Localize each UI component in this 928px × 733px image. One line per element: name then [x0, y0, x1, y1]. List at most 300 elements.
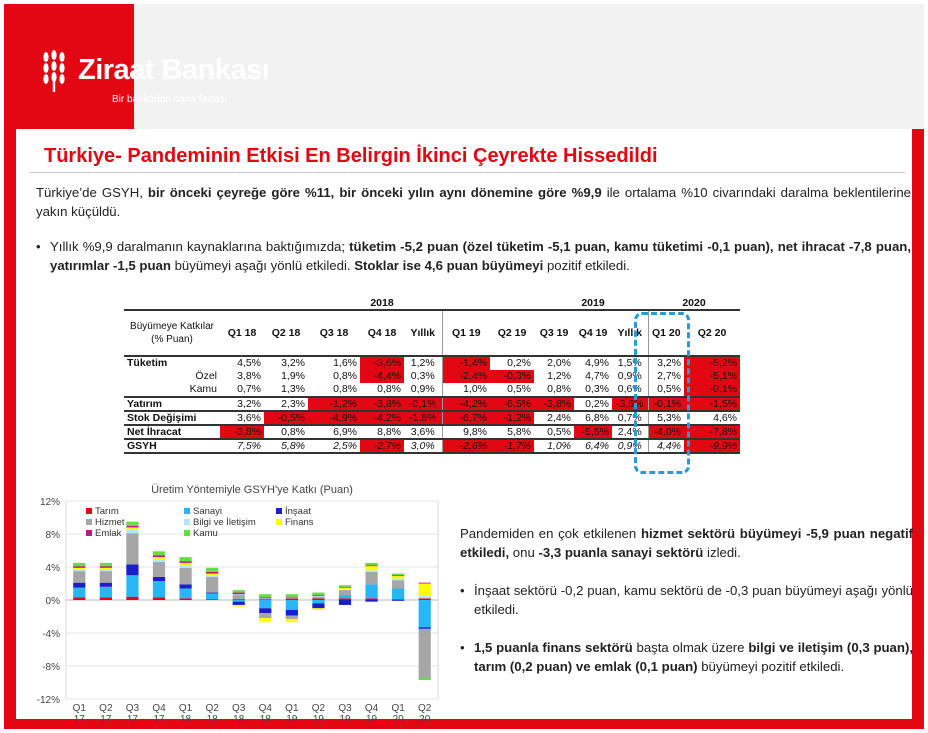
bar-segment: [419, 583, 431, 584]
bar-segment: [339, 598, 351, 600]
table-cell: 3,6%: [404, 425, 442, 439]
bar-segment: [365, 563, 377, 565]
table-cell: -5,5%: [574, 425, 612, 439]
bar-segment: [286, 594, 298, 596]
bar-segment: [419, 596, 431, 598]
bar-segment: [206, 593, 218, 599]
table-row-label: Yatırım: [124, 397, 220, 411]
table-cell: 0,8%: [547, 383, 571, 396]
table-cell: 3,2%: [220, 397, 264, 411]
bar-segment: [126, 522, 138, 526]
x-tick-label-quarter: Q2: [418, 703, 432, 714]
bar-segment: [100, 587, 112, 598]
table-cell: -2,6%: [442, 439, 490, 453]
bar-segment: [153, 551, 165, 555]
bar-segment: [365, 565, 377, 566]
bar-segment: [392, 576, 404, 578]
table-cell: 8,8%: [360, 425, 404, 439]
bar-segment: [365, 600, 377, 602]
table-cell: 3,2%: [648, 356, 684, 370]
table-cell: 7,5%: [220, 439, 264, 453]
bar-segment: [419, 627, 431, 629]
table-cell: -1,7%: [490, 439, 534, 453]
table-row-label: Stok Değişimi: [124, 411, 220, 425]
brand-tagline: Bir bankadan daha fazlası: [112, 94, 228, 105]
bar-segment: [126, 527, 138, 529]
table-cell: -1,2%: [308, 397, 360, 411]
bar-segment: [286, 610, 298, 616]
bar-segment: [126, 565, 138, 576]
x-tick-label-year: 19: [312, 714, 324, 725]
bar-segment: [100, 568, 112, 570]
bar-segment: [419, 629, 431, 678]
bar-segment: [100, 571, 112, 583]
bar-segment: [73, 583, 85, 588]
x-tick-label-year: 18: [206, 714, 218, 725]
bar-segment: [206, 568, 218, 572]
table-cell: -0,5%: [264, 411, 308, 425]
table-cell: 0,8%: [333, 383, 357, 396]
y-tick-label: 12%: [39, 497, 60, 508]
table-cell: 0,6%: [617, 383, 642, 396]
right-text-2: onu: [509, 545, 539, 560]
brand-name: Ziraat Bankası: [78, 54, 270, 86]
bar-segment: [153, 598, 165, 600]
bar-segment: [153, 581, 165, 598]
bar-segment: [259, 608, 271, 613]
right-bullet-2-bold-2: bilgi ve iletişim (0,3 puan), tarım (0,2 puan) ve emlak (0,1 puan): [474, 640, 914, 674]
bar-segment: [312, 598, 324, 600]
slide-frame: [4, 4, 924, 729]
bar-segment: [259, 599, 271, 600]
table-cell: 3,8%: [237, 370, 261, 383]
bar-segment: [206, 577, 218, 593]
table-cell: 4,5%: [220, 356, 264, 370]
legend-label: Bilgi ve İletişim: [193, 517, 256, 528]
table-cell: 0,8%: [333, 370, 357, 383]
table-cell: -0,1%: [684, 383, 740, 397]
table-cell: 0,5%: [507, 383, 531, 396]
table-row-label: Kamu: [189, 383, 217, 396]
summary-text-1: Yıllık %9,9 daralmanın kaynaklarına baktığımızda;: [50, 239, 350, 254]
y-tick-label: -8%: [42, 662, 60, 673]
table-row-label: GSYH: [124, 439, 220, 453]
bar-segment: [392, 579, 404, 581]
wheat-logo-icon: [40, 50, 70, 92]
bar-segment: [179, 561, 191, 563]
bar-segment: [259, 600, 271, 608]
legend-swatch: [184, 530, 190, 536]
table-cell: -9,9%: [684, 439, 740, 453]
x-tick-label-quarter: Q1: [391, 703, 405, 714]
chart-title: Üretim Yöntemiyle GSYH'ye Katkı (Puan): [151, 484, 353, 496]
y-tick-label: 8%: [45, 530, 60, 541]
table-cell: 0,7%: [612, 411, 648, 425]
bar-segment: [233, 594, 245, 595]
bar-segment: [312, 597, 324, 599]
table-cell: 1,5%: [612, 356, 648, 370]
table-column-header: Q1 20: [648, 310, 684, 356]
right-bullet-2-text-1: başta olmak üzere: [632, 640, 749, 655]
table-cell: 4,7%: [585, 370, 609, 383]
bar-segment: [179, 584, 191, 588]
table-cell: 1,9%: [281, 370, 305, 383]
table-cell: 0,2%: [574, 397, 612, 411]
bar-segment: [392, 580, 404, 588]
bar-segment: [179, 563, 191, 565]
right-bullet-1-text: İnşaat sektörü -0,2 puan, kamu sektörü de -0,3 puan büyümeyi aşağı yönlü etkiledi.: [474, 583, 913, 617]
bar-segment: [126, 597, 138, 600]
right-text-3: izledi.: [703, 545, 741, 560]
bar-segment: [179, 557, 191, 561]
x-tick-label-quarter: Q3: [125, 703, 140, 714]
bar-segment: [179, 588, 191, 598]
table-cell: -3,8%: [220, 425, 264, 439]
bar-segment: [206, 575, 218, 577]
table-row-label: Tüketim: [124, 356, 220, 370]
legend-swatch: [184, 508, 190, 514]
table-cell: -0,3%: [490, 370, 534, 384]
bullet-dot-icon: •: [460, 640, 465, 655]
bar-segment: [312, 595, 324, 596]
bar-segment: [339, 595, 351, 598]
table-cell: 0,7%: [237, 383, 261, 396]
table-cell: -1,5%: [684, 397, 740, 411]
x-tick-label-year: 20: [419, 714, 431, 725]
table-column-header: Q3 18: [308, 310, 360, 356]
legend-label: Hizmet: [95, 517, 125, 528]
bar-segment: [419, 598, 431, 600]
right-bullet-2: [460, 638, 913, 676]
bar-segment: [365, 598, 377, 600]
table-cell: -3,6%: [612, 397, 648, 411]
content-panel: [16, 129, 914, 725]
table-row-label: Net İhracat: [124, 425, 220, 439]
right-bold-1: hizmet sektörü büyümeyi -5,9 puan negatif etkiledi,: [460, 526, 914, 560]
x-tick-label-quarter: Q4: [152, 703, 166, 714]
table-cell: -5,1%: [684, 370, 740, 384]
bar-segment: [365, 584, 377, 598]
x-tick-label-quarter: Q4: [364, 703, 379, 714]
bar-segment: [179, 565, 191, 567]
table-cell: 1,6%: [308, 356, 360, 370]
table-cell: -6,7%: [442, 411, 490, 425]
table-cell: 5,8%: [264, 439, 308, 453]
table-cell: -1,8%: [404, 411, 442, 425]
table-column-header: Q3 19: [534, 310, 574, 356]
legend-label: İnşaat: [285, 506, 311, 517]
right-paragraph: [460, 524, 913, 562]
bar-segment: [73, 571, 85, 583]
table-column-header: Q1 19: [442, 310, 490, 356]
summary-bold-2: Stoklar ise 4,6 puan büyümeyi: [354, 258, 544, 273]
x-tick-label-quarter: Q3: [232, 703, 246, 714]
bar-segment: [233, 602, 245, 605]
table-cell: 2,5%: [308, 439, 360, 453]
bar-segment: [365, 570, 377, 572]
bar-segment: [100, 569, 112, 571]
table-cell: 1,0%: [534, 439, 574, 453]
table-cell: -1,4%: [442, 356, 490, 370]
year-2020: 2020: [682, 296, 706, 309]
x-tick-label-year: 19: [339, 714, 351, 725]
table-cell: 4,4%: [648, 439, 684, 453]
x-tick-label-quarter: Q2: [205, 703, 219, 714]
table-cell: 2,4%: [534, 411, 574, 425]
intro-text-end: ile ortalama %10 civarındaki daralma beklentilerine yakın küçüldü.: [36, 185, 912, 219]
year-2018: 2018: [370, 296, 394, 309]
bar-segment: [126, 530, 138, 533]
table-cell: -4,2%: [360, 411, 404, 425]
bar-segment: [392, 588, 404, 599]
bar-segment: [126, 533, 138, 564]
legend-swatch: [184, 519, 190, 525]
bar-segment: [259, 613, 271, 618]
bar-segment: [153, 562, 165, 577]
legend-label: Finans: [285, 517, 314, 528]
title-divider: [30, 172, 905, 173]
bar-segment: [153, 555, 165, 557]
bar-segment: [153, 560, 165, 562]
table-cell: -7,8%: [684, 425, 740, 439]
bar-segment: [73, 588, 85, 598]
bar-segment: [419, 678, 431, 680]
bar-segment: [259, 598, 271, 599]
x-tick-label-quarter: Q1: [285, 703, 299, 714]
right-text-1: Pandemiden en çok etkilenen: [460, 526, 641, 541]
right-bullet-1: [460, 581, 913, 619]
bar-segment: [233, 595, 245, 599]
table-cell: 4,6%: [684, 411, 740, 425]
legend-label: Kamu: [193, 528, 218, 539]
bar-segment: [312, 600, 324, 603]
bar-segment: [365, 566, 377, 570]
x-tick-label-year: 18: [180, 714, 192, 725]
legend-swatch: [86, 530, 92, 536]
table-cell: 5,3%: [648, 411, 684, 425]
x-tick-label-quarter: Q1: [72, 703, 86, 714]
table-cell: 2,7%: [648, 370, 684, 384]
right-bullet-2-text-2: büyümeyi pozitif etkiledi.: [697, 659, 845, 674]
x-tick-label-year: 20: [392, 714, 404, 725]
x-tick-label-year: 19: [366, 714, 378, 725]
x-tick-label-quarter: Q1: [178, 703, 193, 714]
intro-paragraph: [36, 183, 911, 221]
bullet-dot-icon: •: [460, 583, 465, 598]
bar-segment: [312, 593, 324, 595]
bar-segment: [286, 600, 298, 610]
table-cell: 0,8%: [264, 425, 308, 439]
table-cell: 0,2%: [490, 356, 534, 370]
table-cell: 1,2%: [404, 356, 442, 370]
bar-segment: [206, 572, 218, 574]
table-cell: -0,1%: [404, 397, 442, 411]
bullet-dot-icon: •: [36, 239, 41, 254]
table-cell: -4,2%: [442, 397, 490, 411]
legend-label: Tarım: [95, 506, 119, 517]
table-column-header: Q4 18: [360, 310, 404, 356]
table-cell: -3,8%: [534, 397, 574, 411]
q2-highlight-box: [634, 312, 690, 474]
table-cell: 0,3%: [410, 370, 435, 383]
bar-segment: [206, 593, 218, 594]
table-cell: 0,9%: [612, 439, 648, 453]
table-cell: 2,0%: [534, 356, 574, 370]
y-tick-label: 4%: [45, 563, 60, 574]
bar-segment: [365, 572, 377, 584]
bar-segment: [392, 599, 404, 600]
bar-segment: [286, 597, 298, 598]
table-cell: -4,4%: [360, 370, 404, 384]
x-tick-label-quarter: Q2: [311, 703, 326, 714]
table-cell: 1,0%: [442, 383, 490, 397]
bar-segment: [339, 588, 351, 590]
bar-segment: [233, 590, 245, 592]
summary-bullet-text: [50, 237, 911, 275]
table-cell: 1,2%: [547, 370, 571, 383]
x-tick-label-quarter: Q2: [99, 703, 113, 714]
table-cell: 6,4%: [574, 439, 612, 453]
y-tick-label: -12%: [36, 695, 60, 706]
table-cell: 0,3%: [585, 383, 609, 396]
bar-segment: [73, 568, 85, 570]
bar-segment: [100, 598, 112, 600]
bar-segment: [419, 600, 431, 627]
table-column-header: Q4 19: [574, 310, 612, 356]
bar-segment: [286, 616, 298, 619]
bar-segment: [286, 619, 298, 622]
table-cell: -2,7%: [360, 439, 404, 453]
table-cell: 5,8%: [490, 425, 534, 439]
legend-swatch: [276, 519, 282, 525]
legend-label: Emlak: [95, 528, 122, 539]
table-corner-label: Büyümeye Katkılar (% Puan): [124, 310, 220, 356]
year-2019: 2019: [581, 296, 605, 309]
bar-segment: [153, 557, 165, 559]
x-tick-label-year: 17: [100, 714, 112, 725]
summary-bold-1: tüketim -5,2 puan (özel tüketim -5,1 puan, kamu tüketimi -0,1 puan), net ihracat -7,8 puan, yatırımlar -1,5 puan: [50, 239, 911, 273]
table-column-header: Q2 20: [684, 310, 740, 356]
table-column-header: Q1 18: [220, 310, 264, 356]
table-cell: -3,8%: [360, 397, 404, 411]
bar-segment: [392, 600, 404, 601]
bar-segment: [100, 563, 112, 566]
table-column-header: Q2 19: [490, 310, 534, 356]
table-cell: 3,0%: [404, 439, 442, 453]
bar-segment: [179, 598, 191, 600]
table-cell: 9,8%: [442, 425, 490, 439]
bar-segment: [100, 566, 112, 568]
table-cell: -5,2%: [684, 356, 740, 370]
table-cell: 6,9%: [308, 425, 360, 439]
bar-segment: [259, 618, 271, 622]
bar-segment: [339, 587, 351, 588]
bar-segment: [259, 594, 271, 597]
bar-segment: [233, 599, 245, 600]
table-cell: -3,6%: [360, 356, 404, 370]
legend-swatch: [86, 519, 92, 525]
x-tick-label-year: 17: [73, 714, 85, 725]
legend-label: Sanayi: [193, 506, 223, 517]
legend-swatch: [276, 508, 282, 514]
bar-segment: [392, 575, 404, 576]
bar-segment: [339, 590, 351, 595]
right-bullet-2-bold-1: 1,5 puanla finans sektörü: [474, 640, 633, 655]
table-cell: 2,4%: [612, 425, 648, 439]
bar-segment: [100, 583, 112, 587]
legend-swatch: [86, 508, 92, 514]
bar-segment: [339, 600, 351, 605]
table-cell: 3,6%: [220, 411, 264, 425]
intro-bold: bir önceki çeyreğe göre %11, bir önceki yılın aynı dönemine göre %9,9: [147, 185, 602, 200]
bar-segment: [233, 593, 245, 595]
bar-segment: [233, 605, 245, 607]
x-tick-label-year: 17: [153, 714, 165, 725]
x-tick-label-quarter: Q3: [338, 703, 352, 714]
summary-text-2: büyümeyi aşağı yönlü etkiledi.: [170, 258, 355, 273]
bar-segment: [312, 608, 324, 610]
intro-text: Türkiye’de GSYH,: [36, 185, 148, 200]
x-tick-label-year: 18: [259, 714, 271, 725]
table-cell: 0,9%: [410, 383, 435, 396]
bar-segment: [206, 574, 218, 576]
table-cell: 2,3%: [264, 397, 308, 411]
bar-segment: [73, 563, 85, 566]
bar-segment: [206, 599, 218, 600]
bar-segment: [73, 569, 85, 571]
y-tick-label: -4%: [42, 629, 60, 640]
table-cell: 0,8%: [377, 383, 401, 396]
bar-segment: [126, 575, 138, 596]
bar-segment: [339, 589, 351, 590]
bar-segment: [73, 598, 85, 600]
right-bold-2: -3,3 puanla sanayi sektörü: [538, 545, 704, 560]
table-cell: -0,1%: [648, 397, 684, 411]
table-cell: 6,8%: [574, 411, 612, 425]
bar-segment: [73, 566, 85, 568]
x-tick-label-year: 17: [126, 714, 138, 725]
sector-contribution-chart: [24, 481, 444, 725]
table-cell: -4,9%: [308, 411, 360, 425]
bar-segment: [259, 598, 271, 599]
x-tick-label-year: 18: [233, 714, 245, 725]
summary-text-3: pozitif etkiledi.: [543, 258, 630, 273]
bar-segment: [233, 600, 245, 602]
table-cell: -6,5%: [490, 397, 534, 411]
table-column-header: Q2 18: [264, 310, 308, 356]
table-column-header: Yıllık: [612, 310, 648, 356]
bar-segment: [392, 574, 404, 576]
right-bullet-2-text: [474, 638, 913, 676]
table-cell: 0,5%: [534, 425, 574, 439]
table-cell: 3,2%: [264, 356, 308, 370]
bar-segment: [286, 598, 298, 599]
table-cell: 0,5%: [648, 383, 684, 397]
table-cell: -2,4%: [442, 370, 490, 384]
summary-bullet: [36, 237, 911, 275]
bar-segment: [312, 596, 324, 597]
y-tick-label: 0%: [45, 596, 60, 607]
bar-segment: [419, 584, 431, 596]
table-cell: -4,0%: [648, 425, 684, 439]
table-column-header: Yıllık: [404, 310, 442, 356]
bar-segment: [153, 577, 165, 581]
bar-segment: [339, 585, 351, 587]
bar-segment: [286, 598, 298, 600]
bar-segment: [179, 568, 191, 585]
x-tick-label-year: 19: [286, 714, 298, 725]
table-cell: 0,9%: [617, 370, 642, 383]
